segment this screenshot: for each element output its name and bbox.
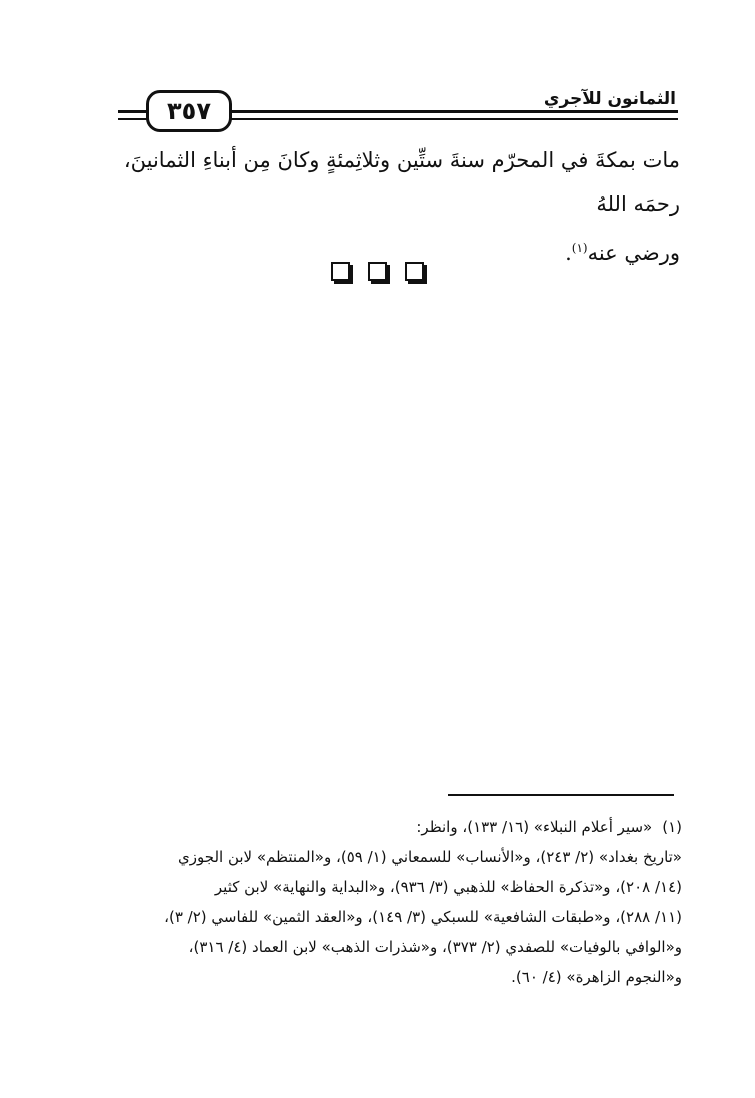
footnote-line-6: و«النجوم الزاهرة» (٤/ ٦٠). (511, 968, 682, 986)
footnote-line-4: (١١/ ٢٨٨)، و«طبقات الشافعية» للسبكي (٣/ ١٤٩)، و«العقد الثمين» للفاسي (٢/ ٣)، (164, 908, 682, 926)
page-number: ٣٥٧ (146, 90, 232, 132)
footnote-line-1 (116, 812, 682, 842)
ornament-square-icon (405, 262, 424, 281)
body-line-2-text: ورضي عنه (587, 241, 680, 265)
footnote-number: (١) (662, 818, 682, 836)
ornament-square-icon (331, 262, 350, 281)
footnote-reference: (١) (571, 241, 588, 255)
footnote-text-1: «سير أعلام النبلاء» (١٦/ ١٣٣)، وانظر: (416, 818, 653, 836)
body-line-1: مات بمكةَ في المحرّم سنةَ ستِّين وثلاثِمئةٍ وكانَ مِن أبناءِ الثمانينَ، رحمَه اللهُ (123, 148, 680, 216)
section-ornament (0, 262, 755, 281)
footnotes (116, 812, 682, 992)
footnote-line-3: (١٤/ ٢٠٨)، و«تذكرة الحفاظ» للذهبي (٣/ ٩٣٦)، و«البداية والنهاية» لابن كثير (214, 878, 682, 896)
body-paragraph (120, 138, 680, 275)
running-header (118, 88, 678, 132)
ornament-square-icon (368, 262, 387, 281)
footnote-line-2: «تاريخ بغداد» (٢/ ٢٤٣)، و«الأنساب» للسمعاني (١/ ٥٩)، و«المنتظم» لابن الجوزي (178, 848, 682, 866)
running-title: الثمانون للآجري (536, 88, 676, 110)
body-line-2-end: . (565, 241, 572, 265)
footnote-separator (448, 794, 674, 796)
footnote-line-5: و«الوافي بالوفيات» للصفدي (٢/ ٣٧٣)، و«شذرات الذهب» لابن العماد (٤/ ٣١٦)، (188, 938, 682, 956)
